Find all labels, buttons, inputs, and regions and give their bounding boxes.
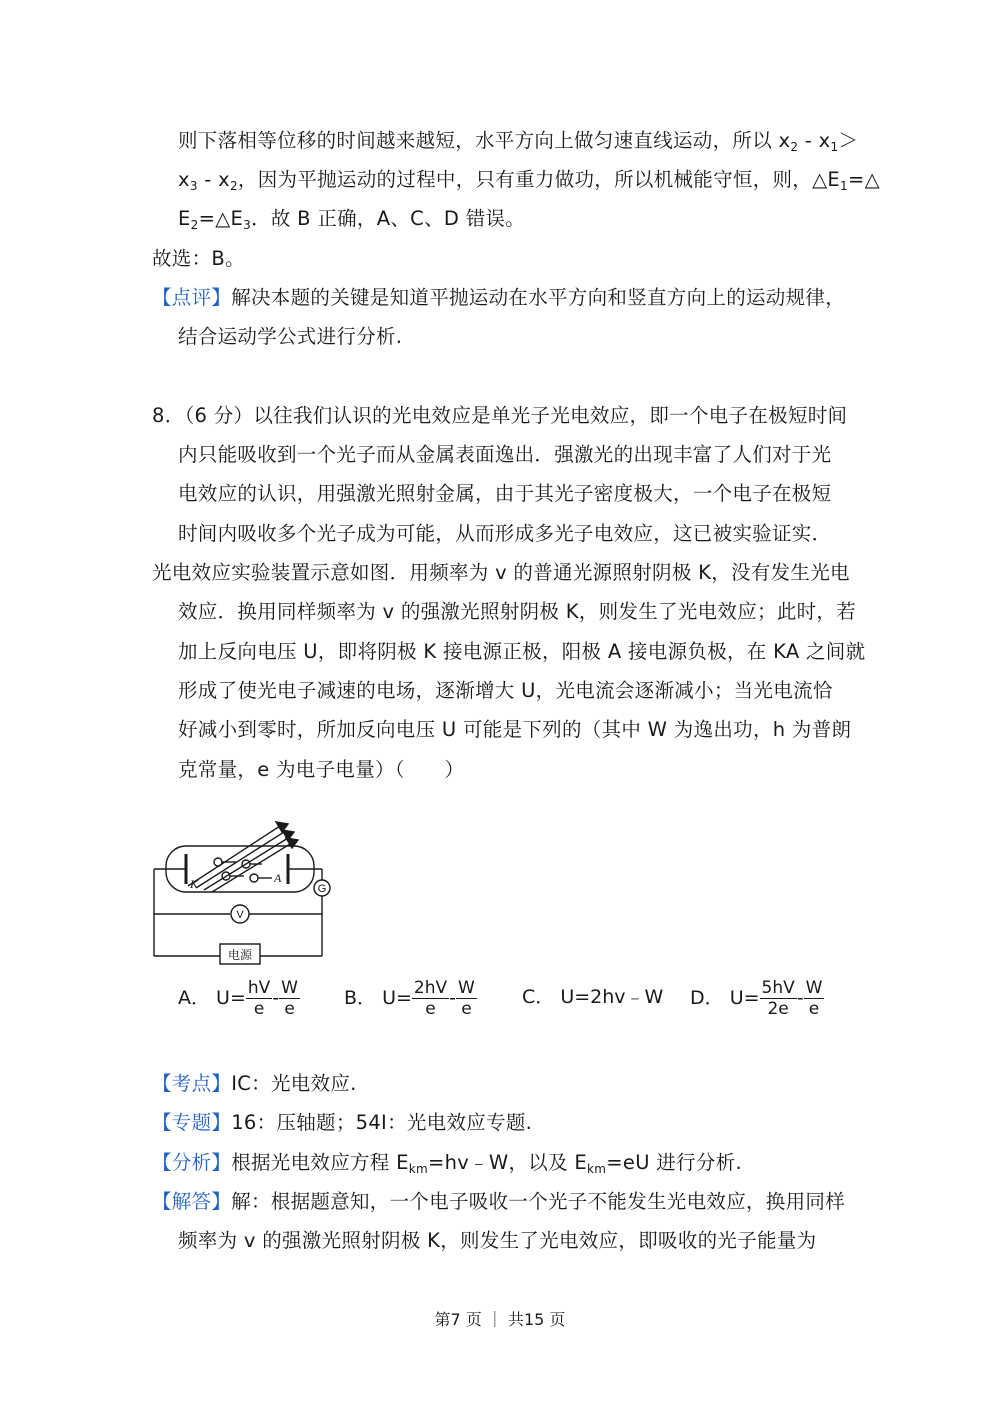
- text-segment: ，因为平抛运动的过程中，只有重力做功，所以机械能守恒，则，△E: [237, 168, 841, 191]
- voltmeter-label: V: [236, 909, 244, 921]
- text-segment: ＞: [838, 129, 859, 152]
- kaodian-tag: 【考点】: [152, 1072, 232, 1095]
- minus-sign: -: [449, 987, 457, 1009]
- numerator: 2hV: [413, 978, 448, 998]
- denominator: e: [808, 999, 820, 1019]
- question-line: 形成了使光电子减速的电场，逐渐增大 U，光电流会逐渐减小；当光电流恰: [178, 679, 833, 702]
- fraction: [456, 978, 477, 1019]
- formula-u: U=: [382, 987, 412, 1009]
- electron: [214, 858, 222, 866]
- question-line: 电效应的认识，用强激光照射金属，由于其光子密度极大，一个电子在极短: [178, 482, 832, 505]
- text-segment: 则下落相等位移的时间越来越短，水平方向上做匀速直线运动，所以 x: [178, 129, 791, 152]
- electron: [250, 874, 258, 882]
- jieda-tag: 【解答】: [152, 1190, 232, 1213]
- option-label: D．: [690, 987, 724, 1009]
- minus-sign: -: [272, 987, 280, 1009]
- numerator: hV: [247, 978, 271, 998]
- light-beam: [188, 826, 280, 886]
- option-c[interactable]: [522, 983, 663, 1011]
- page-footer: 第7 页 ｜ 共15 页: [434, 1310, 566, 1329]
- subscript: 1: [830, 140, 839, 154]
- solution-line-3: [178, 205, 525, 233]
- solution-line-1: [178, 127, 858, 155]
- text-segment: =△: [847, 168, 880, 191]
- subscript: 2: [229, 179, 238, 193]
- comment-tag: 【点评】: [152, 286, 232, 309]
- power-label: 电源: [227, 948, 253, 962]
- option-label: C．: [522, 986, 555, 1008]
- question-line: 效应．换用同样频率为 v 的强激光照射阴极 K，则发生了光电效应；此时，若: [178, 600, 857, 623]
- question-line: 加上反向电压 U，即将阴极 K 接电源正极，阳极 A 接电源负极，在 KA 之间就: [178, 640, 866, 663]
- comment-text: 解决本题的关键是知道平抛运动在水平方向和竖直方向上的运动规律，: [231, 286, 846, 309]
- option-text: U=2hv﹣W: [560, 986, 664, 1008]
- numerator: W: [458, 978, 475, 998]
- fraction: [760, 978, 797, 1019]
- question-line: 好减小到零时，所加反向电压 U 可能是下列的（其中 W 为逸出功，h 为普朗: [178, 718, 852, 741]
- question-line: 克常量，e 为电子电量）（ ）: [178, 758, 465, 781]
- subscript: km: [408, 1162, 428, 1176]
- minus-sign: -: [796, 987, 804, 1009]
- question-line: 8．（6 分）以往我们认识的光电效应是单光子光电效应，即一个电子在极短时间: [152, 404, 848, 427]
- photoelectric-apparatus-diagram: [148, 818, 348, 968]
- denominator: e: [253, 999, 265, 1019]
- text-segment: ．故 B 正确，A、C、D 错误。: [251, 207, 526, 230]
- numerator: W: [281, 978, 298, 998]
- subscript: 1: [840, 179, 848, 193]
- kaodian-line: [152, 1070, 357, 1098]
- denominator: e: [461, 999, 472, 1019]
- fenxi-line: [152, 1149, 742, 1177]
- numerator: W: [805, 978, 823, 998]
- anode-label: A: [274, 871, 282, 885]
- zhuanti-tag: 【专题】: [152, 1111, 232, 1134]
- option-label: A．: [178, 987, 210, 1009]
- kaodian-text: IC：光电效应.: [231, 1072, 357, 1095]
- question-line: 内只能吸收到一个光子而从金属表面逸出．强激光的出现丰富了人们对于光: [178, 443, 832, 466]
- fraction: [412, 978, 449, 1019]
- fenxi-text: 根据光电效应方程 E: [231, 1151, 409, 1174]
- subscript: 2: [790, 140, 799, 154]
- denominator: e: [425, 999, 436, 1019]
- fraction: [246, 978, 272, 1019]
- text-segment: ‑ x: [197, 168, 230, 191]
- option-label: B．: [344, 987, 377, 1009]
- question-line: 光电效应实验装置示意如图．用频率为 v 的普通光源照射阴极 K，没有发生光电: [152, 561, 850, 584]
- light-beam: [196, 832, 284, 888]
- text-segment: =△E: [198, 207, 244, 230]
- formula-u: U=: [729, 987, 760, 1009]
- text-segment: ‑ x: [798, 129, 831, 152]
- subscript: km: [587, 1162, 607, 1176]
- jieda-line-1: [152, 1188, 845, 1216]
- question-line: 时间内吸收多个光子成为可能，从而形成多光子电效应，这已被实验证实．: [178, 522, 832, 545]
- zhuanti-text: 16：压轴题；54I：光电效应专题.: [231, 1111, 533, 1134]
- fenxi-tag: 【分析】: [152, 1151, 232, 1174]
- option-b[interactable]: [344, 978, 477, 1019]
- option-d[interactable]: [690, 978, 824, 1019]
- comment-line-2: 结合运动学公式进行分析.: [178, 325, 403, 348]
- denominator: 2e: [767, 999, 789, 1019]
- jieda-text: 解：根据题意知，一个电子吸收一个光子不能发生光电效应，换用同样: [231, 1190, 846, 1213]
- text-segment: E: [178, 207, 191, 230]
- subscript: 2: [190, 218, 199, 232]
- denominator: e: [284, 999, 295, 1019]
- galvanometer-label: G: [317, 883, 327, 895]
- fraction: [279, 978, 300, 1019]
- option-a[interactable]: [178, 978, 300, 1019]
- fenxi-text: =hv﹣W，以及 E: [427, 1151, 588, 1174]
- solution-line-2: [178, 166, 880, 194]
- subscript: 3: [243, 218, 252, 232]
- comment-line-1: [152, 284, 845, 312]
- zhuanti-line: [152, 1109, 532, 1137]
- answer-line: 故选：B。: [152, 247, 245, 270]
- formula-u: U=: [216, 987, 246, 1009]
- fraction: [804, 978, 825, 1019]
- jieda-line-2: 频率为 v 的强激光照射阴极 K，则发生了光电效应，即吸收的光子能量为: [178, 1229, 817, 1252]
- text-segment: x: [178, 168, 190, 191]
- fenxi-text: =eU 进行分析.: [606, 1151, 742, 1174]
- subscript: 3: [189, 179, 198, 193]
- numerator: 5hV: [761, 978, 795, 998]
- cathode-label: K: [190, 877, 199, 891]
